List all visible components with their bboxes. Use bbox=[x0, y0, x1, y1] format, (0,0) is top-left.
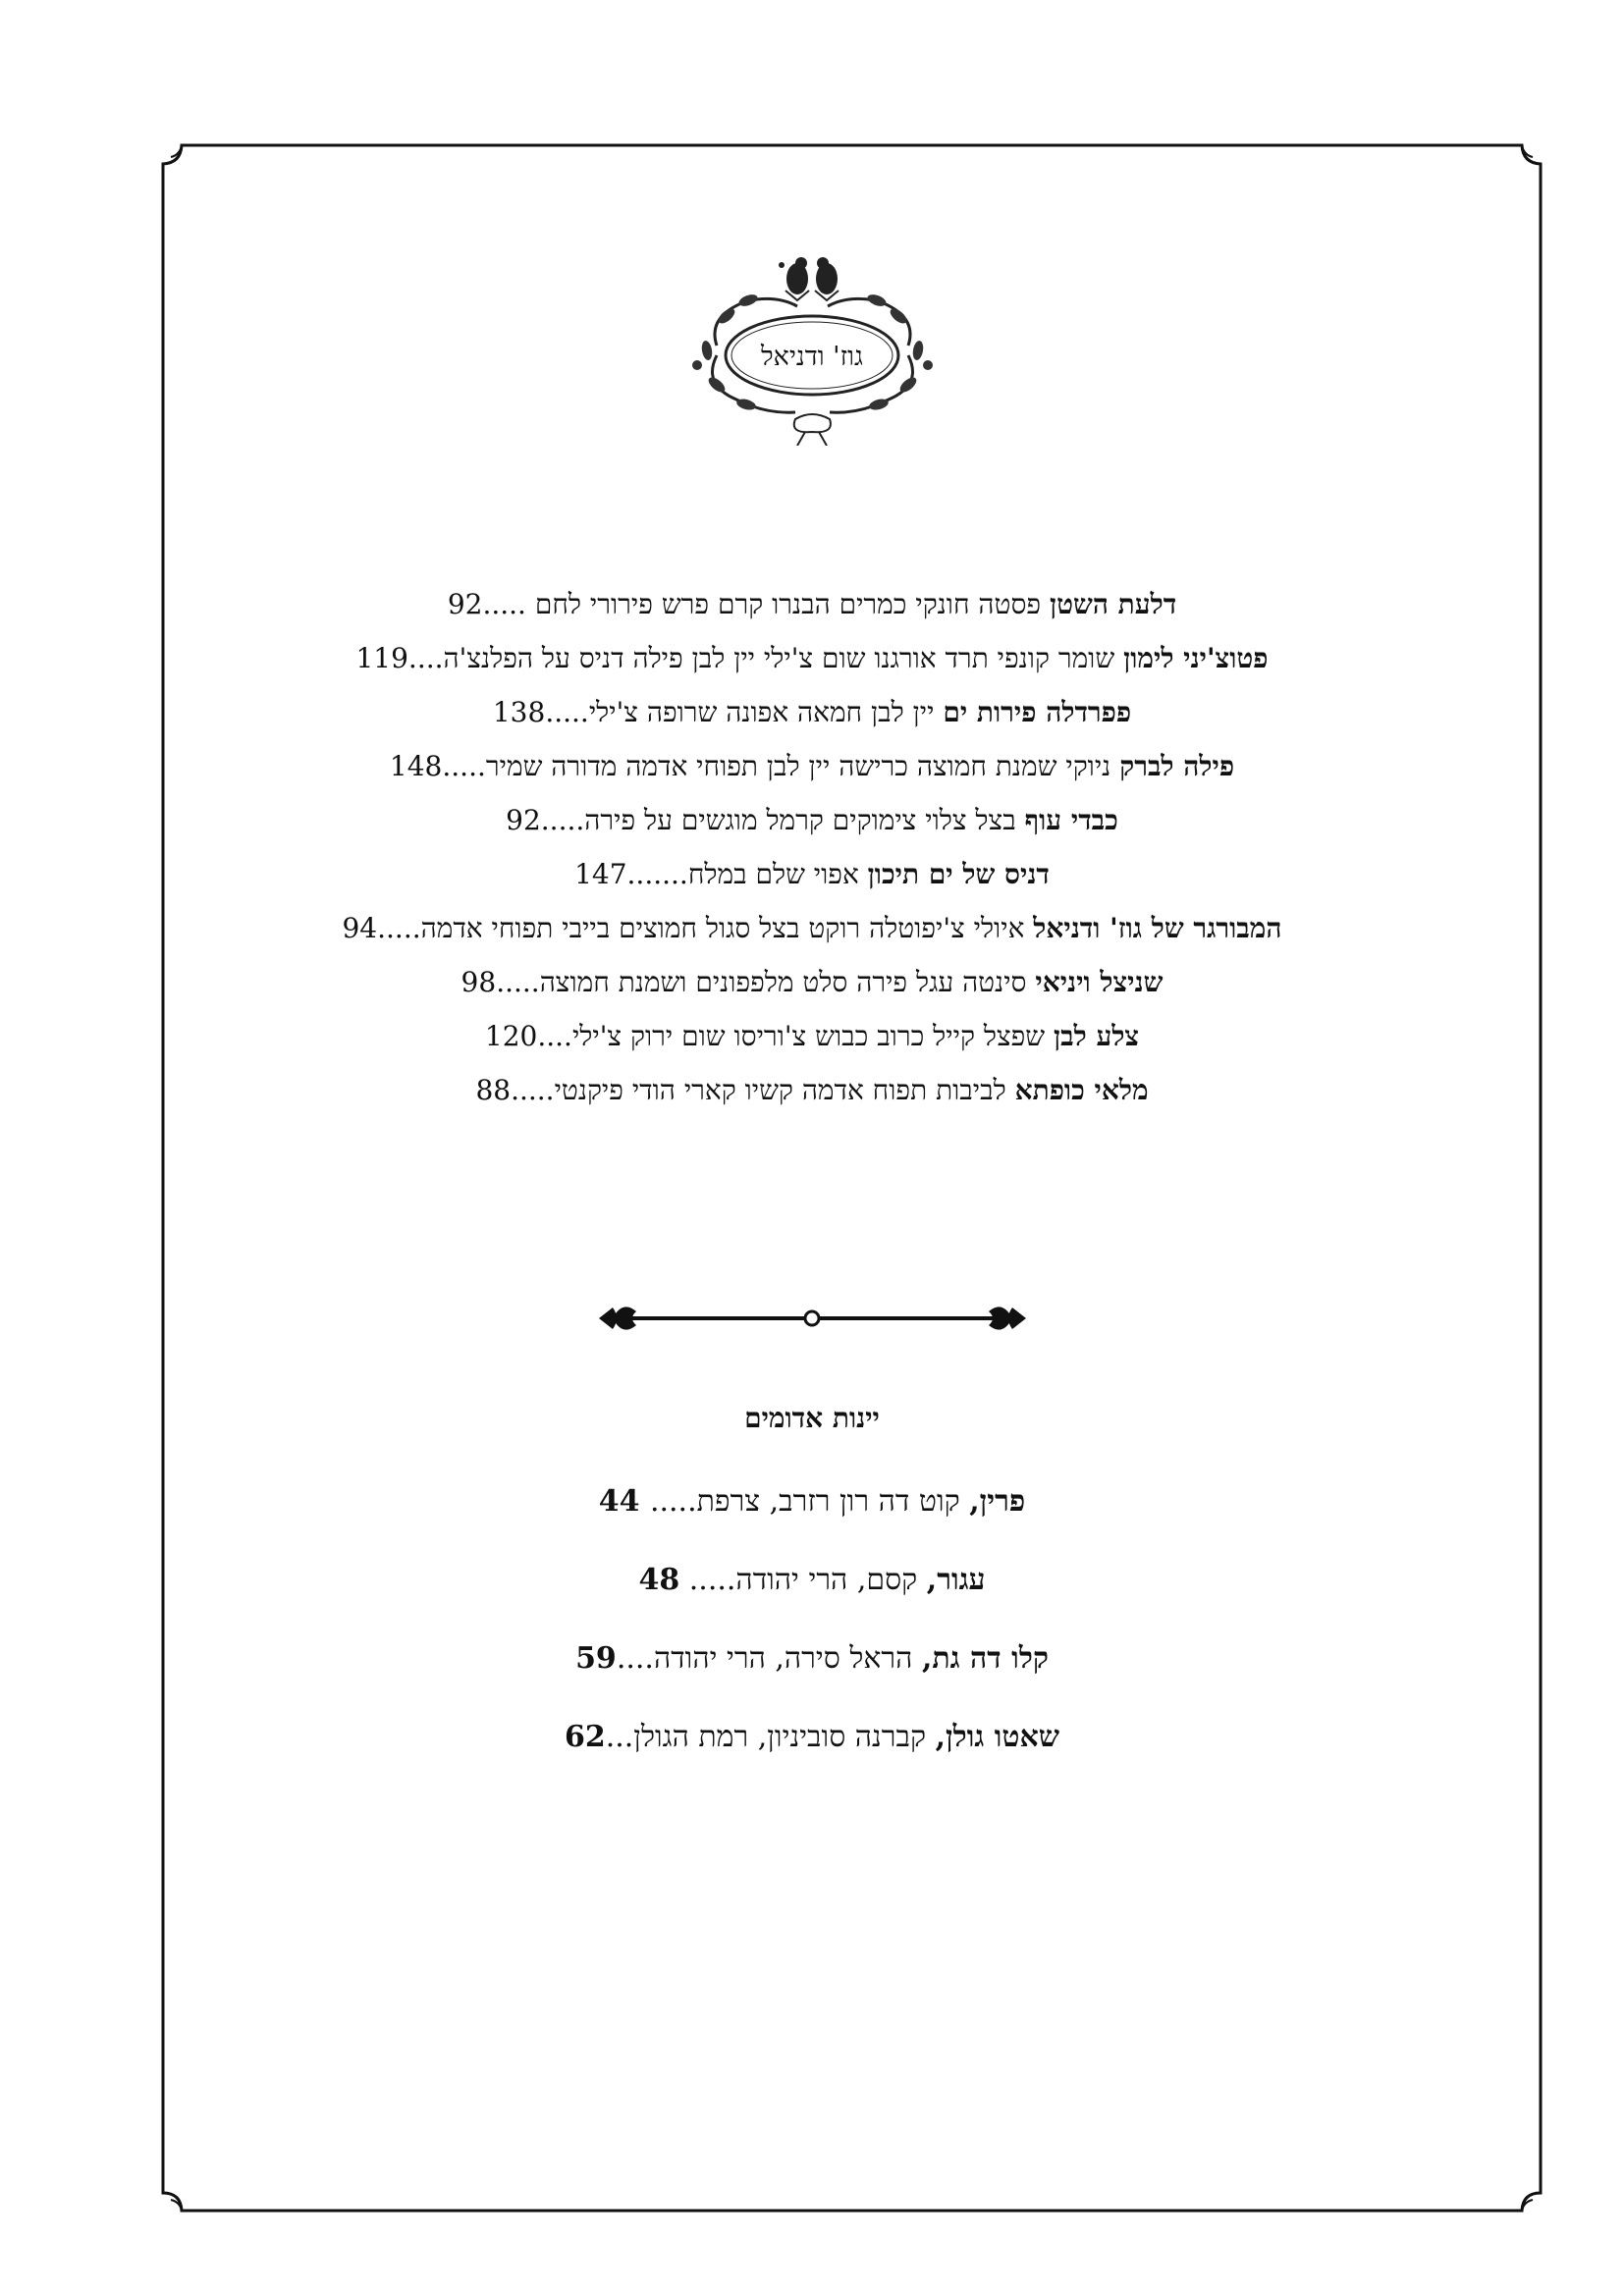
wine-page: 62 bbox=[564, 1720, 606, 1754]
dish-description: בצל צלוי צימוקים קרמל מוגשים על פירה..... bbox=[540, 804, 1025, 836]
dish-description: איולי צ'יפוטלה רוקט בצל סגול חמוצים בייבי תפוחי אדמה..... bbox=[377, 912, 1034, 944]
dish-page: 94 bbox=[342, 912, 378, 944]
dish-name: כבדי עוף bbox=[1024, 804, 1118, 836]
dish-description: שפצל קייל כרוב כבוש צ'וריסו שום ירוק צ'ילי.... bbox=[537, 1020, 1055, 1052]
dish-page: 92 bbox=[506, 804, 541, 836]
dish-page: 148 bbox=[389, 750, 443, 782]
wine-name: פרין, bbox=[969, 1484, 1026, 1519]
wine-description: הראל סירה, הרי יהודה.... bbox=[616, 1641, 922, 1676]
dish-description: יין לבן חמאה אפונה שרופה צ'ילי..... bbox=[545, 696, 944, 728]
svg-text:גוז' ודניאל: גוז' ודניאל bbox=[761, 342, 863, 372]
dish-page: 120 bbox=[484, 1020, 538, 1052]
dish-description: אפוי שלם במלח....... bbox=[626, 858, 868, 890]
list-item bbox=[0, 1708, 1624, 1787]
list-item bbox=[0, 1551, 1624, 1629]
list-item bbox=[0, 1009, 1624, 1063]
list-item bbox=[0, 1472, 1624, 1551]
dish-name: צלע לבן bbox=[1054, 1020, 1140, 1052]
list-item bbox=[0, 631, 1624, 685]
list-item bbox=[0, 901, 1624, 955]
dish-page: 119 bbox=[355, 642, 408, 674]
dish-name: פטוצ'יני לימון bbox=[1123, 642, 1269, 674]
dish-description: פסטה חונקי כמרים הבנרו קרם פרש פירורי לחם ..... bbox=[482, 588, 1050, 620]
ornament-divider-icon bbox=[599, 1298, 1026, 1339]
wines-list bbox=[0, 1472, 1624, 1787]
dish-page: 98 bbox=[460, 966, 497, 998]
list-item bbox=[0, 847, 1624, 901]
dish-page: 92 bbox=[447, 588, 483, 620]
dish-page: 88 bbox=[475, 1074, 512, 1106]
wines-section-title: יינות אדומים bbox=[744, 1402, 880, 1434]
dish-name: דניס של ים תיכון bbox=[867, 858, 1050, 890]
wine-name: עגור, bbox=[926, 1563, 986, 1597]
birds-wreath-logo-icon bbox=[687, 257, 938, 446]
dish-page: 147 bbox=[574, 858, 627, 890]
list-item bbox=[0, 955, 1624, 1009]
dish-description: סינטה עגל פירה סלט מלפפונים ושמנת חמוצה..... bbox=[496, 966, 1036, 998]
dish-name: שניצל ויניאי bbox=[1035, 966, 1164, 998]
list-item bbox=[0, 1063, 1624, 1117]
wine-name: קלו דה גת, bbox=[921, 1641, 1049, 1676]
dish-name: המבורגר של גוז' ודניאל bbox=[1033, 912, 1282, 944]
wine-description: קסם, הרי יהודה..... bbox=[679, 1563, 927, 1597]
dish-description: ניוקי שמנת חמוצה כרישה יין לבן תפוחי אדמה מדורה שמיר..... bbox=[442, 750, 1120, 782]
dish-name: פפרדלה פירות ים bbox=[943, 696, 1132, 728]
wine-name: שאטו גולן, bbox=[935, 1720, 1060, 1754]
dish-description: שומר קונפי תרד אורגנו שום צ'ילי יין לבן פילה דניס על הפלנצ'ה.... bbox=[407, 642, 1124, 674]
dish-page: 138 bbox=[492, 696, 546, 728]
dish-name: פילה לברק bbox=[1119, 750, 1235, 782]
dishes-list bbox=[0, 577, 1624, 1117]
list-item bbox=[0, 739, 1624, 793]
wine-page: 44 bbox=[598, 1484, 650, 1519]
wine-description: קוט דה רון רזרב, צרפת..... bbox=[649, 1484, 970, 1519]
dish-name: מלאי כופתא bbox=[1014, 1074, 1149, 1106]
wine-description: קברנה סוביניון, רמת הגולן... bbox=[605, 1720, 936, 1754]
dish-name: דלעת השטן bbox=[1049, 588, 1177, 620]
list-item bbox=[0, 577, 1624, 631]
wine-page: 59 bbox=[575, 1641, 617, 1676]
wine-page: 48 bbox=[638, 1563, 680, 1597]
dish-description: לביבות תפוח אדמה קשיו קארי הודי פיקנטי..... bbox=[511, 1074, 1015, 1106]
list-item bbox=[0, 793, 1624, 847]
list-item bbox=[0, 685, 1624, 739]
list-item bbox=[0, 1629, 1624, 1708]
